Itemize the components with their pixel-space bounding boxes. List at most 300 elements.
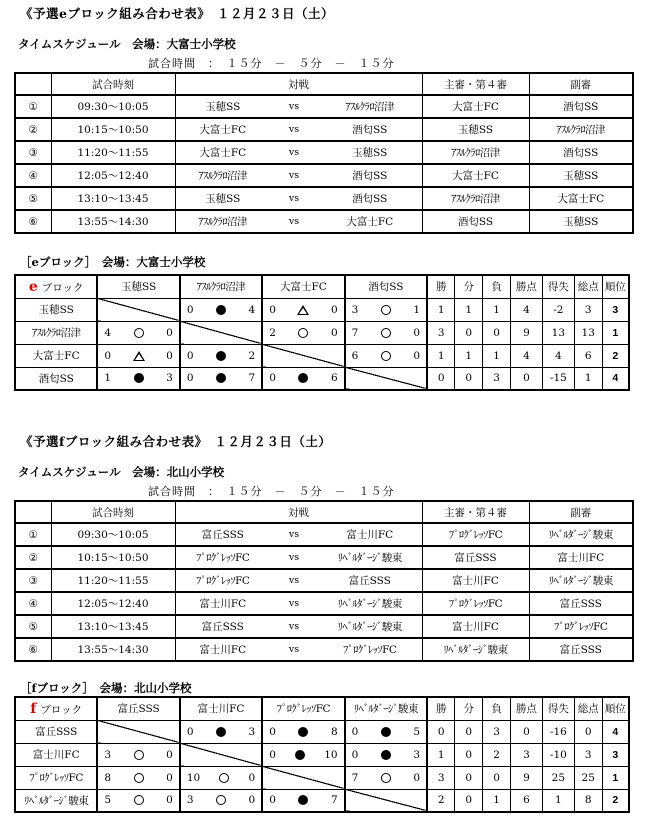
loss-mark-icon xyxy=(298,373,308,383)
team-row-header: 富士川FC xyxy=(15,743,97,766)
score-opponent: 0 xyxy=(166,748,173,761)
loss-mark-icon xyxy=(381,727,391,737)
team-a: 富士川FC xyxy=(175,592,270,615)
self-match-cell xyxy=(262,766,344,789)
vs-label: vs xyxy=(270,523,318,546)
score-opponent: 3 xyxy=(413,748,421,761)
team-b: 酒匂SS xyxy=(318,187,422,210)
header-ref1: 主審・第４審 xyxy=(422,73,529,95)
stat-value: 0 xyxy=(455,789,483,812)
referee-main: 大富士FC xyxy=(422,95,529,118)
stat-value: 0 xyxy=(483,766,511,789)
score-opponent: 0 xyxy=(413,771,421,784)
stat-header: 負 xyxy=(483,697,511,720)
win-mark-icon xyxy=(134,750,144,760)
loss-mark-icon xyxy=(134,373,144,383)
score-opponent: 0 xyxy=(330,303,338,316)
referee-assistant: 富士川FC xyxy=(529,546,633,569)
team-a: ﾌﾟﾛｸﾞﾚｯｿFC xyxy=(175,546,270,569)
stat-value: 1 xyxy=(483,344,511,367)
vs-label: vs xyxy=(270,546,318,569)
stat-value: 3 xyxy=(574,298,602,321)
team-column-header: 酒匂SS xyxy=(345,275,427,298)
self-match-cell xyxy=(97,720,179,743)
win-mark-icon xyxy=(298,328,308,338)
score-own: 0 xyxy=(186,725,194,738)
loss-mark-icon xyxy=(216,727,226,737)
stat-value: 0 xyxy=(483,321,511,344)
standings-row xyxy=(15,344,629,367)
match-time: 09:30～10:05 xyxy=(51,523,175,546)
rank-value: 1 xyxy=(602,321,629,344)
match-result-cell xyxy=(345,298,427,321)
stat-value: 25 xyxy=(542,766,574,789)
win-mark-icon xyxy=(381,773,391,783)
stat-value: -2 xyxy=(542,298,574,321)
loss-mark-icon xyxy=(298,727,308,737)
standings-row xyxy=(15,766,629,789)
match-number: ⑤ xyxy=(15,187,51,210)
team-row-header: 大富士FC xyxy=(15,344,97,367)
referee-assistant: ﾘﾍﾞﾙﾀﾞｰｼﾞ駿東 xyxy=(529,569,633,592)
team-a: 大富士FC xyxy=(175,141,270,164)
score-opponent: 10 xyxy=(324,748,338,761)
team-row-header: 玉穂SS xyxy=(15,298,97,321)
referee-assistant: ﾘﾍﾞﾙﾀﾞｰｼﾞ駿東 xyxy=(529,523,633,546)
stat-header: 勝点 xyxy=(510,697,542,720)
win-mark-icon xyxy=(381,328,391,338)
schedule-row xyxy=(15,187,633,210)
self-match-cell xyxy=(345,789,427,812)
team-b: 酒匂SS xyxy=(318,118,422,141)
e-schedule-title: タイムスケジュール 会場：大富士小学校 xyxy=(18,37,236,51)
header-time: 試合時刻 xyxy=(51,73,175,95)
team-column-header: ﾘﾍﾞﾙﾀﾞｰｼﾞ駿東 xyxy=(345,697,427,720)
loss-mark-icon xyxy=(216,351,226,361)
stat-value: 4 xyxy=(510,344,542,367)
win-mark-icon xyxy=(381,305,391,315)
stat-header: 分 xyxy=(455,275,483,298)
stat-header: 勝 xyxy=(427,697,455,720)
self-match-cell xyxy=(180,321,262,344)
score-opponent: 0 xyxy=(166,794,173,807)
team-row-header: ｱｽﾙｸﾗﾛ沼津 xyxy=(15,321,97,344)
standings-row xyxy=(15,321,629,344)
team-column-header: 大富士FC xyxy=(262,275,344,298)
match-result-cell xyxy=(97,344,179,367)
referee-main: ｱｽﾙｸﾗﾛ沼津 xyxy=(422,187,529,210)
match-result-cell xyxy=(262,367,344,390)
score-opponent: 0 xyxy=(413,326,421,339)
score-opponent: 6 xyxy=(330,372,338,385)
score-opponent: 7 xyxy=(248,372,256,385)
win-mark-icon xyxy=(381,351,391,361)
match-result-cell xyxy=(180,367,262,390)
stat-value: 0 xyxy=(574,720,602,743)
stat-value: 1 xyxy=(574,367,602,390)
referee-main: 富士川FC xyxy=(422,615,529,638)
loss-mark-icon xyxy=(216,305,226,315)
referee-main: ﾘﾍﾞﾙﾀﾞｰｼﾞ駿東 xyxy=(422,638,529,661)
vs-label: vs xyxy=(270,638,318,661)
e-standings-table xyxy=(14,274,630,391)
score-opponent: 0 xyxy=(166,771,173,784)
stat-header: 得失 xyxy=(542,275,574,298)
score-own: 3 xyxy=(351,303,359,316)
match-number: ④ xyxy=(15,164,51,187)
score-own: 1 xyxy=(104,372,112,385)
score-opponent: 0 xyxy=(413,349,421,362)
schedule-row xyxy=(15,95,633,118)
schedule-row xyxy=(15,569,633,592)
draw-mark-icon xyxy=(297,305,309,315)
header-ref2: 副審 xyxy=(529,501,633,523)
match-result-cell xyxy=(180,789,262,812)
stat-value: 0 xyxy=(510,367,542,390)
standings-header xyxy=(15,275,629,298)
header-no xyxy=(15,501,51,523)
stat-value: 3 xyxy=(427,321,455,344)
match-result-cell xyxy=(262,720,344,743)
team-row-header: 富丘SSS xyxy=(15,720,97,743)
team-column-header: 富丘SSS xyxy=(97,697,179,720)
score-opponent: 2 xyxy=(248,349,256,362)
stat-value: 1 xyxy=(455,344,483,367)
vs-label: vs xyxy=(270,187,318,210)
rank-value: 2 xyxy=(602,789,629,812)
self-match-cell xyxy=(345,367,427,390)
team-b: 酒匂SS xyxy=(318,164,422,187)
stat-header: 負 xyxy=(483,275,511,298)
schedule-row xyxy=(15,592,633,615)
schedule-row xyxy=(15,523,633,546)
score-opponent: 8 xyxy=(330,725,338,738)
stat-value: 13 xyxy=(574,321,602,344)
match-time: 12:05～12:40 xyxy=(51,164,175,187)
team-a: ﾌﾟﾛｸﾞﾚｯｿFC xyxy=(175,569,270,592)
stat-value: 25 xyxy=(574,766,602,789)
stat-value: 3 xyxy=(427,766,455,789)
rank-value: 1 xyxy=(602,766,629,789)
match-time: 13:55～14:30 xyxy=(51,638,175,661)
match-time: 13:10～13:45 xyxy=(51,187,175,210)
score-own: 3 xyxy=(186,794,194,807)
schedule-row xyxy=(15,164,633,187)
standings-row xyxy=(15,298,629,321)
header-no xyxy=(15,73,51,95)
vs-label: vs xyxy=(270,164,318,187)
team-a: 富丘SSS xyxy=(175,523,270,546)
e-schedule-header xyxy=(15,73,633,95)
header-match: 対戦 xyxy=(175,73,422,95)
loss-mark-icon xyxy=(298,795,308,805)
draw-mark-icon xyxy=(133,351,145,361)
match-result-cell xyxy=(262,298,344,321)
standings-row xyxy=(15,789,629,812)
match-result-cell xyxy=(345,720,427,743)
vs-label: vs xyxy=(270,95,318,118)
team-b: 富士川FC xyxy=(318,523,422,546)
score-own: 5 xyxy=(104,794,112,807)
match-result-cell xyxy=(97,743,179,766)
referee-assistant: 酒匂SS xyxy=(529,141,633,164)
stat-value: 8 xyxy=(574,789,602,812)
referee-main: 玉穂SS xyxy=(422,118,529,141)
score-own: 0 xyxy=(269,794,276,807)
match-result-cell xyxy=(262,743,344,766)
match-result-cell xyxy=(97,766,179,789)
schedule-row xyxy=(15,615,633,638)
match-result-cell xyxy=(345,321,427,344)
match-number: ① xyxy=(15,523,51,546)
stat-value: 1 xyxy=(483,789,511,812)
stat-value: -10 xyxy=(542,743,574,766)
referee-main: 富士川FC xyxy=(422,569,529,592)
block-label: ブロック xyxy=(41,281,84,294)
referee-main: ｱｽﾙｸﾗﾛ沼津 xyxy=(422,141,529,164)
rank-value: 4 xyxy=(602,367,629,390)
match-result-cell xyxy=(97,321,179,344)
e-game-time: 試合時間 ： １５分 － ５分 － １５分 xyxy=(148,57,395,70)
stat-value: 0 xyxy=(455,321,483,344)
block-corner xyxy=(15,697,97,720)
referee-main: 酒匂SS xyxy=(422,210,529,233)
stat-value: 0 xyxy=(455,766,483,789)
match-time: 10:15～10:50 xyxy=(51,118,175,141)
match-time: 13:55～14:30 xyxy=(51,210,175,233)
team-column-header: 富士川FC xyxy=(180,697,262,720)
f-game-time: 試合時間 ： １５分 － ５分 － １５分 xyxy=(148,485,395,498)
team-a: 富丘SSS xyxy=(175,615,270,638)
score-own: 0 xyxy=(351,725,359,738)
stat-header: 分 xyxy=(455,697,483,720)
stat-value: 3 xyxy=(510,743,542,766)
stat-header: 順位 xyxy=(602,275,629,298)
team-b: 大富士FC xyxy=(318,210,422,233)
rank-value: 3 xyxy=(602,298,629,321)
f-standings-title: ［fブロック］ 会場：北山小学校 xyxy=(20,681,192,695)
rank-value: 3 xyxy=(602,743,629,766)
stat-value: -15 xyxy=(542,367,574,390)
header-match: 対戦 xyxy=(175,501,422,523)
team-column-header: ｱｽﾙｸﾗﾛ沼津 xyxy=(180,275,262,298)
self-match-cell xyxy=(262,344,344,367)
stat-header: 総点 xyxy=(574,697,602,720)
stat-value: -16 xyxy=(542,720,574,743)
vs-label: vs xyxy=(270,615,318,638)
stat-value: 1 xyxy=(427,743,455,766)
match-result-cell xyxy=(262,789,344,812)
score-opponent: 5 xyxy=(413,725,421,738)
referee-assistant: 玉穂SS xyxy=(529,164,633,187)
team-b: ｱｽﾙｸﾗﾛ沼津 xyxy=(318,95,422,118)
match-result-cell xyxy=(345,344,427,367)
self-match-cell xyxy=(180,743,262,766)
score-own: 10 xyxy=(186,771,201,784)
score-own: 7 xyxy=(351,771,359,784)
win-mark-icon xyxy=(219,773,229,783)
stat-header: 総点 xyxy=(574,275,602,298)
schedule-row xyxy=(15,118,633,141)
schedule-row xyxy=(15,210,633,233)
score-own: 8 xyxy=(104,771,112,784)
score-opponent: 0 xyxy=(166,349,173,362)
score-opponent: 3 xyxy=(166,372,173,385)
loss-mark-icon xyxy=(295,750,305,760)
team-a: ｱｽﾙｸﾗﾛ沼津 xyxy=(175,210,270,233)
match-result-cell xyxy=(180,298,262,321)
match-number: ⑥ xyxy=(15,638,51,661)
match-number: ⑤ xyxy=(15,615,51,638)
block-corner xyxy=(15,275,97,298)
score-opponent: 0 xyxy=(166,326,173,339)
stat-header: 順位 xyxy=(602,697,629,720)
team-column-header: ﾌﾟﾛｸﾞﾚｯｿFC xyxy=(262,697,344,720)
header-ref2: 副審 xyxy=(529,73,633,95)
score-opponent: 3 xyxy=(248,725,256,738)
team-a: 大富士FC xyxy=(175,118,270,141)
referee-main: 富丘SSS xyxy=(422,546,529,569)
score-own: 0 xyxy=(269,303,276,316)
f-schedule-title: タイムスケジュール 会場：北山小学校 xyxy=(18,465,225,479)
schedule-row xyxy=(15,546,633,569)
vs-label: vs xyxy=(270,118,318,141)
f-schedule-header xyxy=(15,501,633,523)
rank-value: 2 xyxy=(602,344,629,367)
match-number: ⑥ xyxy=(15,210,51,233)
schedule-row xyxy=(15,638,633,661)
score-own: 6 xyxy=(351,349,359,362)
match-time: 09:30～10:05 xyxy=(51,95,175,118)
stat-value: 1 xyxy=(483,298,511,321)
f-standings-table xyxy=(14,696,630,813)
team-b: ﾘﾍﾞﾙﾀﾞｰｼﾞ駿東 xyxy=(318,615,422,638)
score-own: 0 xyxy=(186,349,194,362)
referee-assistant: ｱｽﾙｸﾗﾛ沼津 xyxy=(529,118,633,141)
win-mark-icon xyxy=(134,328,144,338)
match-time: 11:20～11:55 xyxy=(51,141,175,164)
standings-header xyxy=(15,697,629,720)
score-own: 3 xyxy=(104,748,112,761)
score-own: 0 xyxy=(269,725,276,738)
team-b: ﾌﾟﾛｸﾞﾚｯｿFC xyxy=(318,638,422,661)
score-own: 0 xyxy=(269,748,276,761)
score-own: 7 xyxy=(351,326,359,339)
score-opponent: 0 xyxy=(248,794,256,807)
stat-value: 2 xyxy=(483,743,511,766)
score-opponent: 1 xyxy=(413,303,421,316)
referee-assistant: 玉穂SS xyxy=(529,210,633,233)
match-result-cell xyxy=(180,766,262,789)
match-result-cell xyxy=(97,789,179,812)
header-time: 試合時刻 xyxy=(51,501,175,523)
match-time: 11:20～11:55 xyxy=(51,569,175,592)
win-mark-icon xyxy=(134,795,144,805)
referee-assistant: ﾌﾟﾛｸﾞﾚｯｿFC xyxy=(529,615,633,638)
score-own: 0 xyxy=(269,372,276,385)
referee-main: ﾌﾟﾛｸﾞﾚｯｿFC xyxy=(422,592,529,615)
match-number: ③ xyxy=(15,141,51,164)
standings-row xyxy=(15,743,629,766)
team-row-header: 酒匂SS xyxy=(15,367,97,390)
stat-value: 0 xyxy=(455,367,483,390)
team-b: ﾘﾍﾞﾙﾀﾞｰｼﾞ駿東 xyxy=(318,592,422,615)
team-b: 玉穂SS xyxy=(318,141,422,164)
team-a: 玉穂SS xyxy=(175,95,270,118)
stat-value: 6 xyxy=(510,789,542,812)
stat-value: 0 xyxy=(455,720,483,743)
header-ref1: 主審・第４審 xyxy=(422,501,529,523)
referee-main: ﾌﾟﾛｸﾞﾚｯｿFC xyxy=(422,523,529,546)
vs-label: vs xyxy=(270,210,318,233)
match-result-cell xyxy=(345,743,427,766)
match-number: ④ xyxy=(15,592,51,615)
stat-value: 13 xyxy=(542,321,574,344)
match-time: 12:05～12:40 xyxy=(51,592,175,615)
match-time: 10:15～10:50 xyxy=(51,546,175,569)
stat-value: 1 xyxy=(427,298,455,321)
f-block-title: 《予選fブロック組み合わせ表》 １２月２３日（土） xyxy=(20,434,332,449)
stat-value: 0 xyxy=(427,367,455,390)
match-time: 13:10～13:45 xyxy=(51,615,175,638)
score-own: 2 xyxy=(269,326,276,339)
team-column-header: 玉穂SS xyxy=(97,275,179,298)
score-own: 0 xyxy=(351,748,359,761)
team-row-header: ﾘﾍﾞﾙﾀﾞｰｼﾞ駿東 xyxy=(15,789,97,812)
referee-assistant: 富丘SSS xyxy=(529,638,633,661)
team-a: ｱｽﾙｸﾗﾛ沼津 xyxy=(175,164,270,187)
block-label: ブロック xyxy=(40,703,83,716)
vs-label: vs xyxy=(270,569,318,592)
score-opponent: 7 xyxy=(330,794,338,807)
standings-row xyxy=(15,720,629,743)
team-a: 玉穂SS xyxy=(175,187,270,210)
stat-value: 4 xyxy=(510,298,542,321)
schedule-row xyxy=(15,141,633,164)
score-opponent: 0 xyxy=(330,326,338,339)
referee-assistant: 大富士FC xyxy=(529,187,633,210)
match-result-cell xyxy=(262,321,344,344)
block-letter: e xyxy=(28,278,38,295)
score-own: 0 xyxy=(104,349,112,362)
match-result-cell xyxy=(345,766,427,789)
rank-value: 4 xyxy=(602,720,629,743)
stat-value: 0 xyxy=(427,720,455,743)
stat-header: 勝 xyxy=(427,275,455,298)
stat-value: 3 xyxy=(574,743,602,766)
loss-mark-icon xyxy=(216,373,226,383)
loss-mark-icon xyxy=(381,750,391,760)
team-b: 富丘SSS xyxy=(318,569,422,592)
team-a: 富士川FC xyxy=(175,638,270,661)
match-result-cell xyxy=(97,367,179,390)
standings-row xyxy=(15,367,629,390)
f-schedule-table xyxy=(14,500,634,662)
win-mark-icon xyxy=(216,795,226,805)
stat-value: 1 xyxy=(542,789,574,812)
stat-value: 3 xyxy=(483,367,511,390)
score-opponent: 4 xyxy=(248,303,256,316)
win-mark-icon xyxy=(134,773,144,783)
match-result-cell xyxy=(180,720,262,743)
stat-header: 勝点 xyxy=(510,275,542,298)
stat-value: 9 xyxy=(510,321,542,344)
stat-value: 0 xyxy=(455,743,483,766)
match-number: ② xyxy=(15,118,51,141)
stat-value: 3 xyxy=(483,720,511,743)
score-own: 0 xyxy=(186,372,194,385)
stat-value: 0 xyxy=(510,720,542,743)
